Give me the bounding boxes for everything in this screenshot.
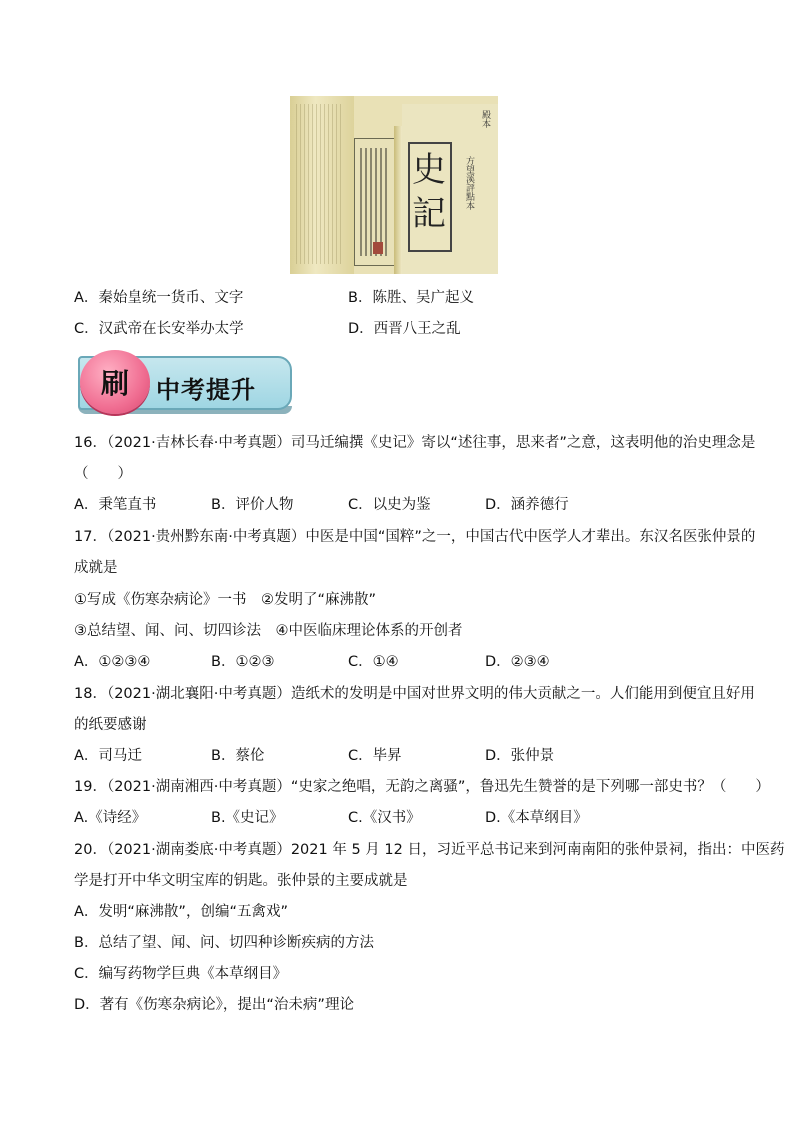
q20-option-d: D．著有《伤寒杂病论》，提出“治未病”理论 bbox=[74, 997, 354, 1013]
q20-stem-line-1: 20．（2021·湖南娄底·中考真题）2021 年 5 月 12 日，习近平总书记来到河南南阳的张仲景祠，指出：中医药 bbox=[74, 842, 785, 858]
q20-option-c: C．编写药物学巨典《本草纲目》 bbox=[74, 966, 288, 982]
q16-option-b: B．评价人物 bbox=[211, 497, 294, 513]
image-option-b: B．陈胜、吴广起义 bbox=[348, 290, 474, 306]
book-cover-title-char-1: 史 bbox=[412, 150, 446, 190]
q16-option-a: A．秉笔直书 bbox=[74, 497, 157, 513]
book-gutter bbox=[394, 126, 402, 274]
q18-option-d: D．张仲景 bbox=[485, 748, 555, 764]
book-seal-stamp bbox=[373, 242, 383, 254]
q20-option-b: B．总结了望、闻、问、切四种诊断疾病的方法 bbox=[74, 935, 374, 951]
q16-option-d: D．涵养德行 bbox=[485, 497, 569, 513]
image-option-c: C．汉武帝在长安举办太学 bbox=[74, 321, 244, 337]
q17-statement-line-1: ①写成《伤寒杂病论》一书 ②发明了“麻沸散” bbox=[74, 592, 377, 608]
q18-option-c: C．毕昇 bbox=[348, 748, 402, 764]
book-cover-title bbox=[410, 148, 448, 236]
q17-option-c: C．①④ bbox=[348, 654, 399, 670]
q20-option-a: A．发明“麻沸散”，创编“五禽戏” bbox=[74, 904, 288, 920]
q20-stem-line-2: 学是打开中华文明宝库的钥匙。张仲景的主要成就是 bbox=[74, 873, 408, 889]
q19-stem-line-1: 19．（2021·湖南湘西·中考真题）“史家之绝唱，无韵之离骚”，鲁迅先生赞誉的是下列哪一部史书？（ ） bbox=[74, 779, 770, 795]
q19-option-a: A.《诗经》 bbox=[74, 810, 147, 826]
book-text-columns bbox=[360, 148, 388, 256]
q17-stem-line-1: 17．（2021·贵州黔东南·中考真题）中医是中国“国粹”之一，中国古代中医学人才辈出。东汉名医张仲景的 bbox=[74, 529, 756, 545]
q18-stem-line-2: 的纸要感谢 bbox=[74, 717, 147, 733]
q17-option-b: B．①②③ bbox=[211, 654, 275, 670]
image-option-a: A．秦始皇统一货币、文字 bbox=[74, 290, 244, 306]
q17-statement-line-2: ③总结望、闻、问、切四诊法 ④中医临床理论体系的开创者 bbox=[74, 623, 463, 639]
q16-stem-line-1: 16．（2021·吉林长春·中考真题）司马迁编撰《史记》寄以“述往事，思来者”之意，这表明他的治史理念是 bbox=[74, 435, 756, 451]
q18-option-a: A．司马迁 bbox=[74, 748, 142, 764]
book-cover-title-char-2: 記 bbox=[412, 194, 446, 234]
q18-stem-line-1: 18．（2021·湖北襄阳·中考真题）造纸术的发明是中国对世界文明的伟大贡献之一。人们能用到便宜且好用 bbox=[74, 686, 755, 702]
image-option-d: D．西晋八王之乱 bbox=[348, 321, 461, 337]
book-side-text-2: 方望溪評點本 bbox=[464, 156, 474, 210]
q16-stem-line-2: （ ） bbox=[74, 466, 132, 482]
q19-option-b: B.《史记》 bbox=[211, 810, 284, 826]
q17-option-d: D．②③④ bbox=[485, 654, 550, 670]
book-page-edges bbox=[296, 104, 344, 264]
q17-option-a: A．①②③④ bbox=[74, 654, 151, 670]
q16-option-c: C．以史为鉴 bbox=[348, 497, 431, 513]
book-side-text-1: 殿本 bbox=[480, 110, 490, 128]
q17-stem-line-2: 成就是 bbox=[74, 560, 118, 576]
banner-badge-char: 刷 bbox=[100, 367, 129, 400]
shiji-book-image bbox=[290, 96, 498, 274]
banner-title: 中考提升 bbox=[156, 375, 256, 404]
q19-option-c: C.《汉书》 bbox=[348, 810, 421, 826]
q19-option-d: D.《本草纲目》 bbox=[485, 810, 588, 826]
q18-option-b: B．蔡伦 bbox=[211, 748, 265, 764]
